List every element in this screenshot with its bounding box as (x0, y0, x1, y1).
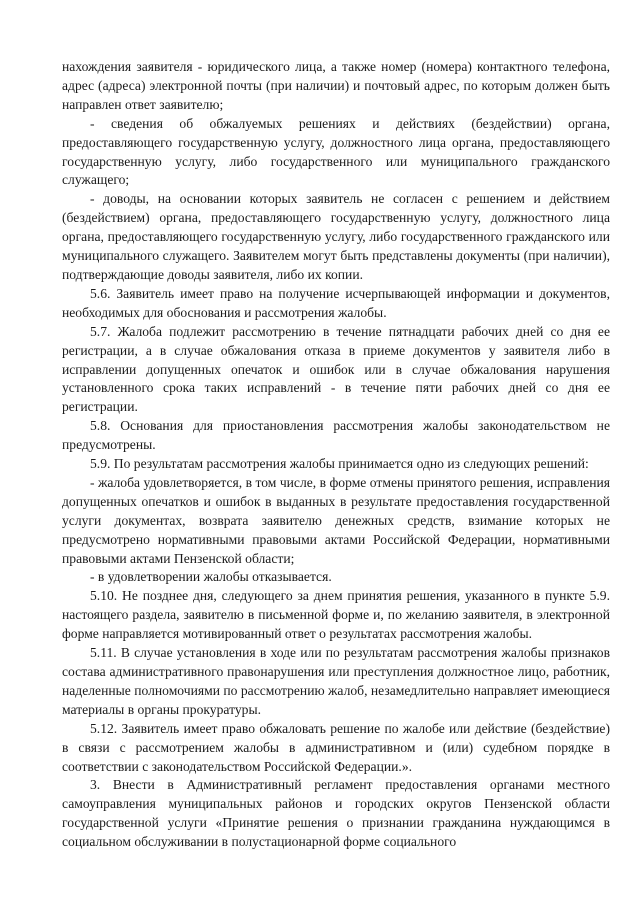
paragraph-arguments: - доводы, на основании которых заявитель не согласен с решением и действием (бездействием) органа, предоставляющего государственную услугу, должностного лица органа, предоставляющего государственную услугу, либо государственного гражданского или муниципального служащего. Заявителем могут быть представлены документы (при наличии), подтверждающие доводы заявителя, либо их копии. (62, 191, 610, 282)
paragraph-appealed-decisions: - сведения об обжалуемых решениях и действиях (бездействии) органа, предоставляющего государственную услугу, должностного лица органа, предоставляющего государственную услугу, либо государственного или муниципального гражданского служащего; (62, 115, 610, 188)
paragraph-5-10: 5.10. Не позднее дня, следующего за днем принятия решения, указанного в пункте 5.9. настоящего раздела, заявителю в письменной форме и, по желанию заявителя, в электронной форме направляется мотивированный ответ о результатах рассмотрения жалобы. (62, 588, 610, 642)
paragraph-5-7: 5.7. Жалоба подлежит рассмотрению в течение пятнадцати рабочих дней со дня ее регистрации, а в случае обжалования отказа в приеме документов у заявителя либо в исправлении допущенных опечаток и ошибок или в случае обжалования нарушения установленного срока таких исправлений - в течение пяти рабочих дней со дня ее регистрации. (62, 323, 610, 415)
paragraph-complaint-rejected: - в удовлетворении жалобы отказывается. (90, 569, 332, 585)
paragraph-applicant-contacts: нахождения заявителя - юридического лица, а также номер (номера) контактного телефона, адрес (адреса) электронной почты (при наличии) и почтовый адрес, по которым должен быть направлен ответ заявителю; (62, 59, 610, 112)
paragraph-5-6: 5.6. Заявитель имеет право на получение исчерпывающей информации и документов, необходимых для обоснования и рассмотрения жалобы. (62, 285, 610, 320)
paragraph-complaint-satisfied: - жалоба удовлетворяется, в том числе, в форме отмены принятого решения, исправления допущенных опечатков и ошибок в выданных в результате предоставления государственной услуги документах, возврата заявителю денежных средств, взимание которых не предусмотрено нормативными правовыми актами Российской Федерации, нормативными правовыми актами Пензенской области; (62, 474, 610, 566)
paragraph-5-8: 5.8. Основания для приостановления рассмотрения жалобы законодательством не предусмотрены. (62, 418, 610, 453)
paragraph-5-11: 5.11. В случае установления в ходе или по результатам рассмотрения жалобы признаков состава административного правонарушения или преступления должностное лицо, работник, наделенные полномочиями по рассмотрению жалоб, незамедлительно направляет имеющиеся материалы в органы прокуратуры. (62, 645, 610, 717)
document-page (62, 58, 610, 852)
paragraph-item-3: 3. Внести в Административный регламент предоставления органами местного самоуправления муниципальных районов и городских округов Пензенской области государственной услуги «Принятие решения о признании гражданина нуждающимся в социальном обслуживании в полустационарной форме социального (62, 777, 610, 850)
paragraph-5-12: 5.12. Заявитель имеет право обжаловать решение по жалобе или действие (бездействие) в связи с рассмотрением жалобы в административном и (или) судебном порядке в соответствии с законодательством Российской Федерации.». (62, 720, 610, 774)
paragraph-5-9: 5.9. По результатам рассмотрения жалобы принимается одно из следующих решений: (90, 456, 589, 472)
